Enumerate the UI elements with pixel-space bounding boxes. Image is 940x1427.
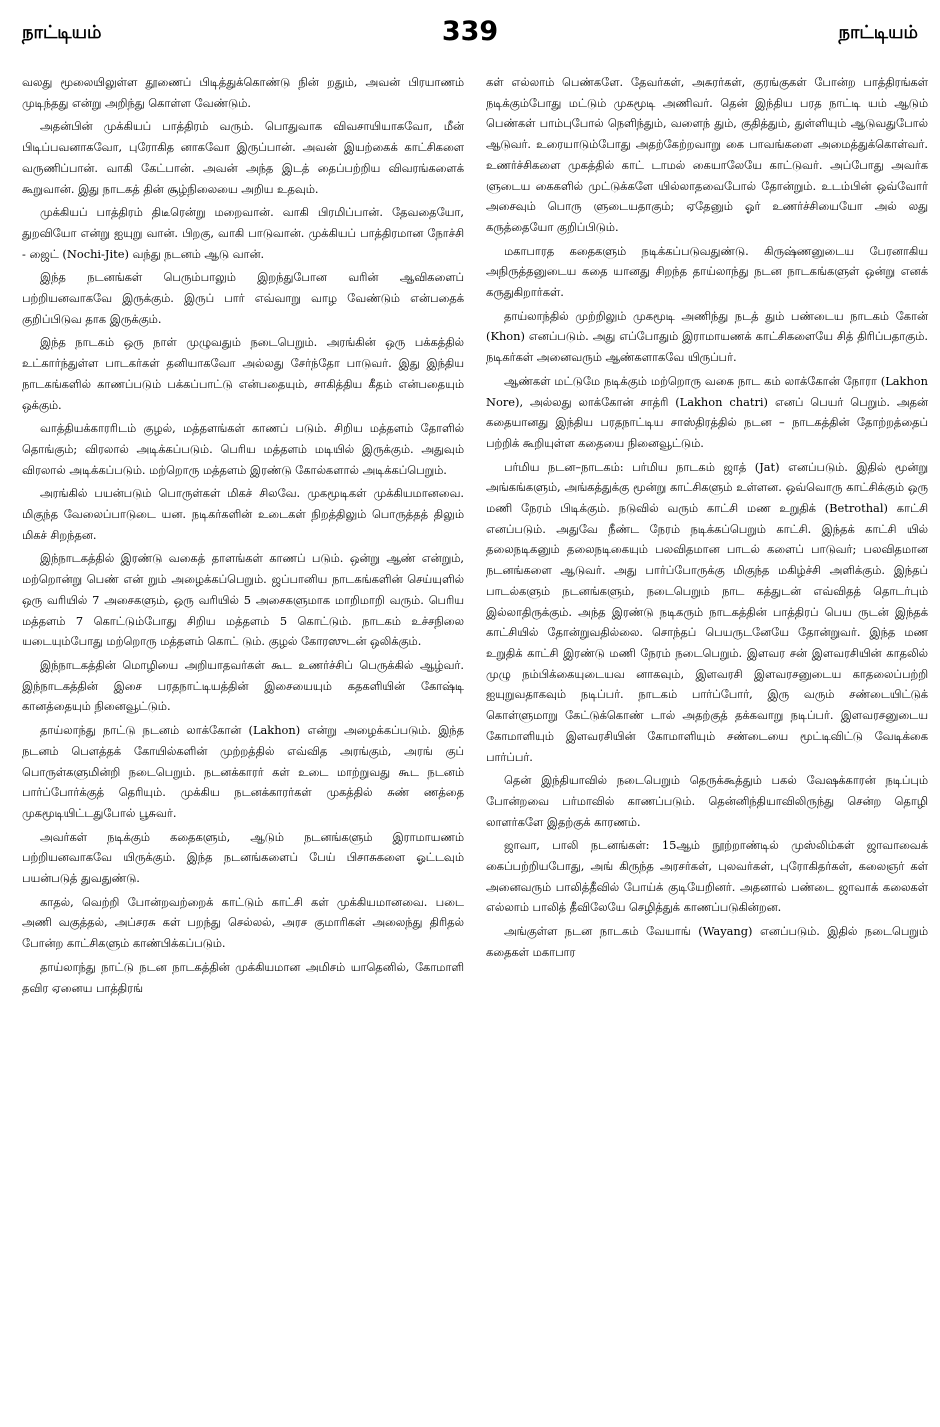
paragraph: பர்மிய நடன–நாடகம்: பர்மிய நாடகம் ஜாத் (Jat) எனப்படும். இதில் மூன்று அங்கங்களும், அங்கத்துக்கு மூன்று காட்சிகளும் உள்ளன. ஒவ்வொரு காட்சிக்கும் ஒரு மணி நேரம் பிடிக்கும். நடுவில் வரும் காட்சி மண உறுதிக் (Betrothal) காட்சி எனப்படும். அதுவே நீண்ட நேரம் நடிக்கப்பெறும் காட்சி. இந்தக் காட்சி யில் தலைநடிகனும் தலைநடிகையும் பலவிதமான பாடல் களைப் பாடுவர்; பலவிதமான நடனங்களை ஆடுவர். அது பார்ப்போருக்கு மிகுந்த மகிழ்ச்சி அளிக்கும். இந்தப் பாடல்களும் நடனங்களும், நடைபெறும் நாட கத்துடன் எவ்விதத் தொடர்பும் இல்லாதிருக்கும். அந்த இரண்டு நடிகரும் நாடகத்தின் பாத்திரப் பெய ருடன் இந்தக் காட்சியில் தோன்றுவதில்லை. சொந்தப் பெயருடனேயே தோன்றுவர். இந்த மண உறுதிக் காட்சி இரண்டு மணி நேரம் நடைபெறும். இளவர சன் இளவரசியின் காதலில் முழு நம்பிக்கையுடையவ னாகவும், இளவரசி இளவரசனுடைய காதலைப்பற்றி ஐயுறுவதாகவும் நடிப்பர். நாடகம் பார்ப்போர், இரு வரும் சண்டையிட்டுக் கொள்ளுமாறு கேட்டுக்கொண் டால் அதற்குத் தக்கவாறு நடிப்பர். இளவரசனுடைய கோமாளியும் இளவரசியின் கோமாளியும் சண்டையை மூட்டிவிட்டு வேடிக்கை பார்ப்பர். [486,459,928,764]
paragraph: அதன்பின் முக்கியப் பாத்திரம் வரும். பொதுவாக விவசாயியாகவோ, மீன் பிடிப்பவனாகவோ, புரோகித னாகவோ இருப்பான். அவன் இயற்கைக் காட்சிகளை வருணிப்பான். வாகி கேட்பான். அவன் அந்த இடத் தைப்பற்றிய விவரங்களைக் கூறுவான். இது நாடகத் தின் சூழ்நிலையை அறிய உதவும். [22,119,464,196]
paragraph: இந்த நடனங்கள் பெரும்பாலும் இறந்துபோன வரின் ஆவிகளைப் பற்றியனவாகவே இருக்கும். இருப் பார் எவ்வாறு வாழ வேண்டும் என்பதைக் குறிப்பிடுவ தாக இருக்கும். [22,270,464,326]
paragraph: அரங்கில் பயன்படும் பொருள்கள் மிகச் சிலவே. முகமூடிகள் முக்கியமானவை. மிகுந்த வேலைப்பாடுடை யன. நடிகர்களின் உடைகள் நிறத்திலும் பொருத்தத் திலும் மிகச் சிறந்தன. [22,486,464,542]
paragraph: காதல், வெற்றி போன்றவற்றைக் காட்டும் காட்சி கள் முக்கியமானவை. படை அணி வகுத்தல், அப்சரசு கள் பறந்து செல்லல், அரச குமாரிகள் அலைந்து திரிதல் போன்ற காட்சிகளும் காண்பிக்கப்படும். [22,894,464,951]
paragraph: கள் எல்லாம் பெண்களே. தேவர்கள், அசுரர்கள், குரங்குகள் போன்ற பாத்திரங்கள் நடிக்கும்போது மட்டும் முகமூடி அணிவர். தென் இந்திய பரத நாட்டி யம் ஆடும் பெண்கள் பாம்புபோல் நெளிந்தும், வளைந் தும், குதித்தும், துள்ளியும் ஆடுவதுபோல் ஆடுவர். உரையாடும்போது அதற்கேற்றவாறு கை பாவங்களை அமைத்துக்கொள்வர். உணர்ச்சிகளை முகத்தில் காட் டாமல் கையாலேயே காட்டுவர். அப்போது அவர்க ளுடைய கைகளில் முட்டுக்களே யில்லாதவைபோல் தோன்றும். உடம்பின் ஒவ்வோர் அசைவும் பொரு ளுடையதாகும்; ஏதேனும் ஓர் உணர்ச்சியையோ அல் லது கருத்தையோ குறிப்பிடும். [486,75,928,234]
running-head-right: நாட்டியம் [838,22,918,43]
paragraph: இந்த நாடகம் ஒரு நாள் முழுவதும் நடைபெறும். அரங்கின் ஒரு பக்கத்தில் உட்கார்ந்துள்ள பாடகர்கள் தனியாகவோ அல்லது சேர்ந்தோ பாடுவர். இது இந்திய நாடகங்களில் காணப்படும் பக்கப்பாட்டு என்பதையும், சாகித்திய கீதம் என்பதையும் ஒக்கும். [22,335,464,412]
paragraph: தென் இந்தியாவில் நடைபெறும் தெருக்கூத்தும் பகல் வேஷக்காரன் நடிப்பும் போன்றவை பர்மாவில் காணப்படும். தென்னிந்தியாவிலிருந்து சென்ற தொழி லாளர்களே இதற்குக் காரணம். [486,773,928,829]
paragraph: தாய்லாந்து நாட்டு நடன நாடகத்தின் முக்கியமான அமிசம் யாதெனில், கோமாளி தவிர ஏனைய பாத்திரங் [22,959,464,995]
paragraph: ஆண்கள் மட்டுமே நடிக்கும் மற்றொரு வகை நாட கம் லாக்கோன் நோரா (Lakhon Nore), அல்லது லாக்கோன் சாத்ரி (Lakhon chatri) எனப் பெயர் பெறும். அதன் கதையானது இந்திய பரதநாட்டிய சாஸ்திரத்தில் நடன – நாடகத்தின் தோற்றத்தைப் பற்றிக் கூறியுள்ள கதையை நினைவூட்டும். [486,373,928,450]
running-head-left: நாட்டியம் [22,22,102,43]
page-header [22,14,918,60]
left-column [22,72,464,1372]
right-column [486,72,928,1372]
paragraph: இந்நாடகத்தின் மொழியை அறியாதவர்கள் கூட உணர்ச்சிப் பெருக்கில் ஆழ்வர். இந்நாடகத்தின் இசை பரதநாட்டியத்தின் இசையையும் கதகளியின் கோஷ்டி கானத்தையும் நினைவூட்டும். [22,657,464,714]
paragraph: வாத்தியக்காரரிடம் குழல், மத்தளங்கள் காணப் படும். சிறிய மத்தளம் தோளில் தொங்கும்; விரலால் அடிக்கப்படும். பெரிய மத்தளம் மடியில் இருக்கும். அதுவும் விரலால் அடிக்கப்படும். மற்றொரு மத்தளம் இரண்டு கோல்களால் அடிக்கப்பெறும். [22,421,464,477]
paragraph: தாய்லாந்து நாட்டு நடனம் லாக்கோன் (Lakhon) என்று அழைக்கப்படும். இந்த நடனம் பௌத்தக் கோயில்களின் முற்றத்தில் எவ்வித அரங்கும், அரங் குப் பொருள்களுமின்றி நடைபெறும். நடனக்காரர் கள் உடை மாற்றுவது கூட நடனம் பார்ப்போர்க்குத் தெரியும். முக்கிய நடனக்காரர்கள் முகத்தில் சுண் ணத்தை முகமூடியிட்டதுபோல் பூசுவர். [22,723,464,820]
paragraph: ஜாவா, பாலி நடனங்கள்: 15ஆம் நூற்றாண்டில் முஸ்லிம்கள் ஜாவாவைக் கைப்பற்றியபோது, அங் கிருந்த அரசர்கள், புலவர்கள், புரோகிதர்கள், கலைஞர் கள் அனைவரும் பாலித்தீவில் போய்க் குடியேறினர். அதனால் பண்டை ஜாவாக் கலைகள் எல்லாம் பாலித் தீவிலேயே செழித்துக் காணப்படுகின்றன. [486,838,928,915]
paragraph: அங்குள்ள நடன நாடகம் வேயாங் (Wayang) எனப்படும். இதில் நடைபெறும் கதைகள் மகாபார [486,924,928,959]
paragraph: தாய்லாந்தில் முற்றிலும் முகமூடி அணிந்து நடத் தும் பண்டைய நாடகம் கோன் (Khon) எனப்படும். அது எப்போதும் இராமாயணக் காட்சிகளையே சித் திரிப்பதாகும். நடிகர்கள் அனைவரும் ஆண்களாகவே யிருப்பர். [486,308,928,365]
paragraph: இந்நாடகத்தில் இரண்டு வகைத் தாளங்கள் காணப் படும். ஒன்று ஆண் என்றும், மற்றொன்று பெண் என் றும் அழைக்கப்பெறும். ஜப்பானிய நாடகங்களின் செய்யுளில் ஒரு வரியில் 7 அசைகளும், ஒரு வரியில் 5 அசைகளுமாக மாறிமாறி வரும். பெரிய மத்தளம் 7 கொட்டும்போது சிறிய மத்தளம் 5 கொட்டும். நாடகம் உச்சநிலை யடையும்போது மற்றொரு மத்தளம் கொட் டும். குழல் கோரஸுடன் ஒலிக்கும். [22,551,464,649]
paragraph: அவர்கள் நடிக்கும் கதைகளும், ஆடும் நடனங்களும் இராமாயணம் பற்றியனவாகவே யிருக்கும். இந்த நடனங்களைப் பேய் பிசாசுகளை ஓட்டவும் பயன்படுத் துவதுண்டு. [22,829,464,886]
paragraph: மகாபாரத கதைகளும் நடிக்கப்படுவதுண்டு. கிருஷ்ணனுடைய பேரனாகிய அநிருத்தனுடைய கதை யானது சிறந்த தாய்லாந்து நடன நாடகங்களுள் ஒன்று எனக் கருதுகிறார்கள். [486,243,928,300]
paragraph: வலது மூலையிலுள்ள தூணைப் பிடித்துக்கொண்டு நின் றதும், அவன் பிரயாணம் முடிந்தது என்று அறிந்து கொள்ள வேண்டும். [22,75,464,110]
page-number: 339 [441,16,499,47]
paragraph: முக்கியப் பாத்திரம் திடீரென்று மறைவான். வாகி பிரமிப்பான். தேவதையோ, துறவியோ என்று ஐயுறு வான். பிறகு, வாகி பாடுவான். முக்கியப் பாத்திரமான நோச்சி - ஜைட் (Nochi-Jite) வந்து நடனம் ஆடு வான். [22,205,464,261]
